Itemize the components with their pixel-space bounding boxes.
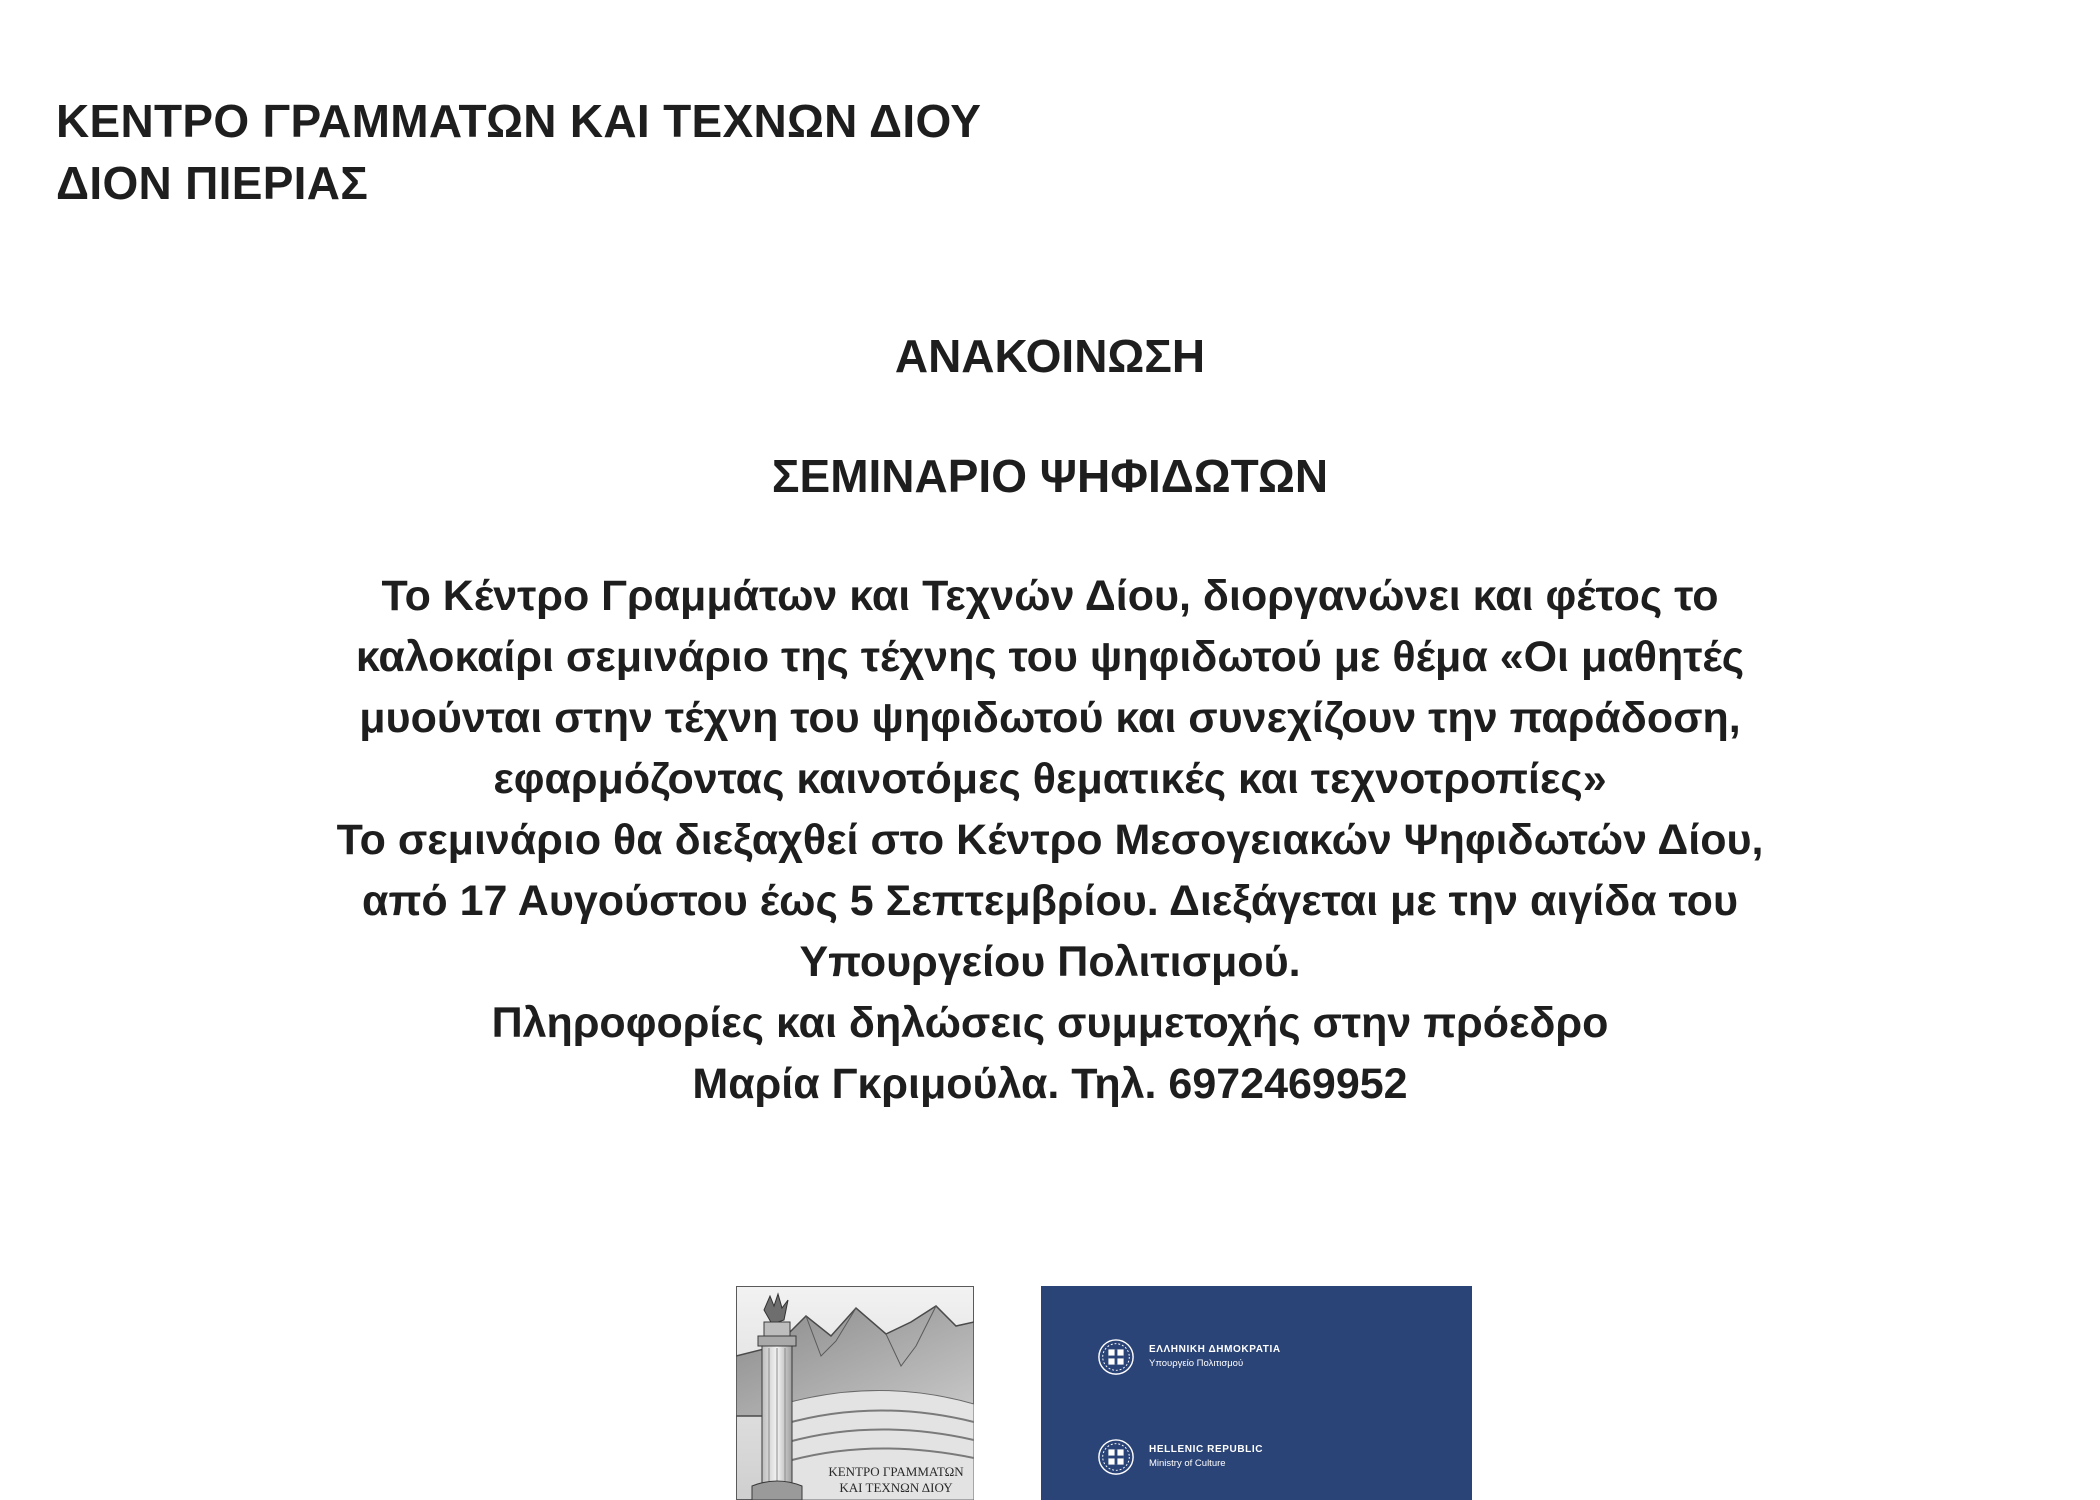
seminar-title: ΣΕΜΙΝΑΡΙΟ ΨΗΦΙΔΩΤΩΝ: [771, 450, 1329, 502]
body-line: από 17 Αυγούστου έως 5 Σεπτεμβρίου. Διεξάγεται με την αιγίδα του: [362, 877, 1738, 925]
center-logo-text-1: ΚΕΝΤΡΟ ΓΡΑΜΜΑΤΩΝ: [828, 1464, 964, 1479]
greek-emblem-icon: [1097, 1338, 1135, 1376]
organization-header: [56, 90, 981, 214]
body-line: Υπουργείου Πολιτισμού.: [799, 938, 1301, 986]
body-line: Μαρία Γκριμούλα. Τηλ. 6972469952: [692, 1060, 1408, 1108]
ministry-greek-subtitle: Υπουργείο Πολιτισμού: [1149, 1358, 1244, 1369]
ministry-of-culture-logo: [1041, 1286, 1472, 1500]
body-line: Το Κέντρο Γραμμάτων και Τεχνών Δίου, διοργανώνει και φέτος το: [381, 572, 1719, 620]
body-line: μυούνται στην τέχνη του ψηφιδωτού και συνεχίζουν την παράδοση,: [359, 694, 1741, 742]
ministry-english-block: [1097, 1438, 1263, 1476]
ministry-greek-title: ΕΛΛΗΝΙΚΗ ΔΗΜΟΚΡΑΤΙΑ: [1149, 1344, 1281, 1355]
center-logo-graphic: [736, 1286, 974, 1500]
body-line: εφαρμόζοντας καινοτόμες θεματικές και τεχνοτροπίες»: [493, 755, 1607, 803]
organization-name: ΚΕΝΤΡΟ ΓΡΑΜΜΑΤΩΝ ΚΑΙ ΤΕΧΝΩΝ ΔΙΟΥ: [56, 95, 982, 147]
announcement-body: [200, 566, 1900, 1115]
ministry-english-title: HELLENIC REPUBLIC: [1149, 1444, 1264, 1455]
announcement-label: ΑΝΑΚΟΙΝΩΣΗ: [894, 330, 1206, 382]
body-line: Πληροφορίες και δηλώσεις συμμετοχής στην πρόεδρο: [491, 999, 1609, 1047]
body-line: Το σεμινάριο θα διεξαχθεί στο Κέντρο Μεσογειακών Ψηφιδωτών Δίου,: [336, 816, 1764, 864]
ministry-greek-block: [1097, 1338, 1281, 1376]
body-line: καλοκαίρι σεμινάριο της τέχνης του ψηφιδωτού με θέμα «Οι μαθητές: [355, 633, 1745, 681]
greek-emblem-icon: [1097, 1438, 1135, 1476]
organization-location: ΔΙΟΝ ΠΙΕΡΙΑΣ: [56, 157, 369, 209]
ministry-english-subtitle: Ministry of Culture: [1149, 1458, 1226, 1469]
center-logo: [736, 1286, 974, 1500]
center-logo-text-2: ΚΑΙ ΤΕΧΝΩΝ ΔΙΟΥ: [839, 1480, 953, 1495]
